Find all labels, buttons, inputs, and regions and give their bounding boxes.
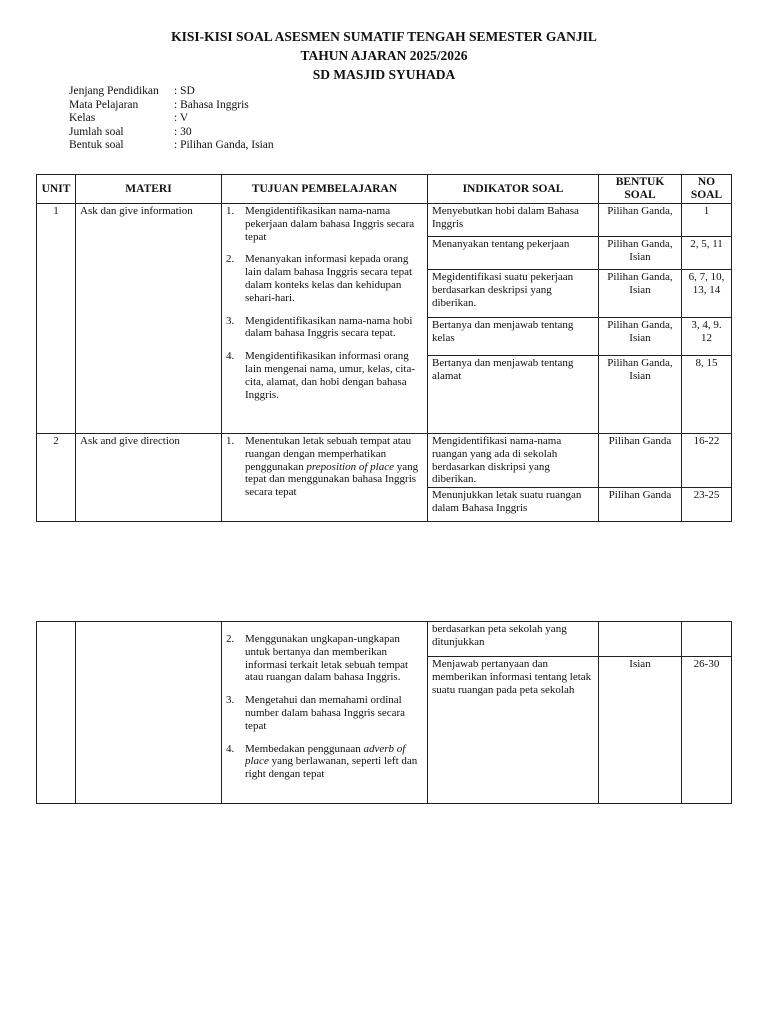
meta-label: Mata Pelajaran (69, 98, 139, 111)
bentuk-cell: Pilihan Ganda, (599, 204, 682, 237)
list-item (226, 694, 423, 732)
tujuan-cell (222, 434, 428, 522)
no-soal-cell: 16-22 (682, 434, 732, 488)
materi-cell (76, 622, 222, 804)
meta-value: : V (174, 112, 189, 125)
materi-cell: Ask dan give information (76, 204, 222, 434)
item-text-emphasis: adverb of place (245, 742, 406, 768)
no-soal-cell: 1 (682, 204, 732, 237)
header-materi: MATERI (76, 175, 222, 204)
title-line-3: SD MASJID SYUHADA (312, 67, 456, 82)
meta-info (69, 85, 274, 153)
meta-label: Kelas (69, 112, 96, 125)
indikator-cell: Bertanya dan menjawab tentang alamat (428, 356, 599, 434)
unit-number (37, 622, 76, 804)
meta-value: : Pilihan Ganda, Isian (174, 139, 274, 152)
item-number: 1. (226, 205, 235, 217)
list-item (226, 205, 423, 243)
no-soal-cell (682, 622, 732, 657)
tujuan-list (226, 435, 423, 499)
item-text: Mengetahui dan memahami ordinal number dalam bahasa Inggris secara tepat (245, 694, 406, 732)
no-soal-cell: 23-25 (682, 488, 732, 522)
kisi-kisi-table-continued (36, 621, 732, 804)
title-line-1: KISI-KISI SOAL ASESMEN SUMATIF TENGAH SEMESTER GANJIL (171, 29, 597, 44)
meta-value: : Bahasa Inggris (174, 98, 249, 111)
unit-number: 1 (37, 204, 76, 434)
no-soal-cell: 8, 15 (682, 356, 732, 434)
item-text: Mengidentifikasikan informasi orang lain mengenai nama, umur, kelas, cita-cita, alamat, dan hobi dengan bahasa Inggris. (245, 350, 415, 401)
bentuk-cell: Pilihan Ganda, Isian (599, 270, 682, 318)
item-text-part: yang tepat dan menggunakan bahasa Inggris secara tepat (245, 460, 419, 499)
indikator-cell: Menyebutkan hobi dalam Bahasa Inggris (428, 204, 599, 237)
indikator-cell: Megidentifikasi suatu pekerjaan berdasarkan deskripsi yang diberikan. (428, 270, 599, 318)
indikator-cell: Bertanya dan menjawab tentang kelas (428, 318, 599, 356)
indikator-cell: Mengidentifikasi nama-nama ruangan yang ada di sekolah berdasarkan diskripsi yang diberikan. (428, 434, 599, 488)
item-number: 3. (226, 314, 235, 327)
materi-cell: Ask and give direction (76, 434, 222, 522)
meta-label: Bentuk soal (69, 139, 124, 152)
list-item (226, 743, 423, 781)
kisi-kisi-table (36, 174, 732, 522)
header-tujuan: TUJUAN PEMBELAJARAN (222, 175, 428, 204)
list-item (226, 253, 423, 304)
list-spacer (226, 243, 423, 253)
indikator-cell: berdasarkan peta sekolah yang ditunjukkan (428, 622, 599, 657)
no-soal-cell: 2, 5, 11 (682, 237, 732, 270)
item-number: 2. (226, 633, 235, 645)
bentuk-cell: Pilihan Ganda (599, 488, 682, 522)
header-bentuk: BENTUK SOAL (599, 175, 682, 204)
header-unit: UNIT (37, 175, 76, 204)
item-number: 4. (226, 742, 235, 755)
tujuan-list (226, 633, 423, 781)
item-text (245, 743, 423, 781)
meta-row (69, 112, 274, 126)
title-line-2: TAHUN AJARAN 2025/2026 (300, 48, 468, 63)
list-item (226, 633, 423, 684)
item-text-part: yang berlawanan, seperti left dan right dengan tepat (245, 755, 418, 781)
meta-row (69, 139, 274, 153)
list-spacer (226, 340, 423, 350)
no-soal-cell: 26-30 (682, 657, 732, 804)
header-no-soal: NO SOAL (682, 175, 732, 204)
list-spacer (226, 733, 423, 743)
meta-value: : 30 (174, 125, 192, 138)
table-row (37, 622, 732, 657)
indikator-cell: Menunjukkan letak suatu ruangan dalam Bahasa Inggris (428, 488, 599, 522)
meta-label: Jumlah soal (69, 125, 124, 138)
list-item (226, 435, 423, 499)
table-row (37, 434, 732, 488)
no-soal-cell: 6, 7, 10, 13, 14 (682, 270, 732, 318)
meta-row (69, 85, 274, 99)
table-header-row (37, 175, 732, 204)
list-item (226, 315, 423, 341)
bentuk-cell: Isian (599, 657, 682, 804)
list-spacer (226, 305, 423, 315)
meta-value: : SD (174, 85, 195, 97)
tujuan-cell (222, 622, 428, 804)
item-text-part: Menentukan letak sebuah tempat atau ruangan dengan memperhatikan penggunakan (245, 435, 412, 473)
list-spacer (226, 684, 423, 694)
bentuk-cell: Pilihan Ganda (599, 434, 682, 488)
list-item (226, 350, 423, 401)
bentuk-cell: Pilihan Ganda, Isian (599, 356, 682, 434)
bentuk-cell: Pilihan Ganda, Isian (599, 318, 682, 356)
item-number: 3. (226, 694, 235, 707)
item-number: 4. (226, 350, 235, 363)
item-text (245, 435, 423, 499)
item-text: Menanyakan informasi kepada orang lain dalam bahasa Inggris secara tepat dalam konteks kelas dan kehidupan sehari-hari. (245, 253, 413, 304)
no-soal-cell: 3, 4, 9. 12 (682, 318, 732, 356)
indikator-cell: Menjawab pertanyaan dan memberikan informasi tentang letak suatu ruangan pada peta sekolah (428, 657, 599, 804)
bentuk-cell: Pilihan Ganda, Isian (599, 237, 682, 270)
indikator-cell: Menanyakan tentang pekerjaan (428, 237, 599, 270)
item-text: Mengidentifikasikan nama-nama hobi dalam bahasa Inggris secara tepat. (245, 314, 413, 340)
item-number: 1. (226, 435, 235, 447)
item-text: Mengidentifikasikan nama-nama pekerjaan dalam bahasa Inggris secara tepat (245, 205, 415, 243)
bentuk-cell (599, 622, 682, 657)
header-indikator: INDIKATOR SOAL (428, 175, 599, 204)
item-text: Menggunakan ungkapan-ungkapan untuk bertanya dan memberikan informasi terkait letak sebuah tempat atau ruangan dalam bahasa Inggris. (245, 633, 409, 684)
tujuan-cell (222, 204, 428, 434)
document-title (0, 27, 768, 84)
item-text-part: Membedakan penggunaan (245, 742, 364, 755)
unit-number: 2 (37, 434, 76, 522)
item-text-emphasis: preposition of place (306, 460, 394, 473)
meta-row (69, 126, 274, 140)
meta-row (69, 99, 274, 113)
item-number: 2. (226, 253, 235, 266)
meta-label: Jenjang Pendidikan (69, 85, 159, 97)
table-row (37, 204, 732, 237)
tujuan-list (226, 205, 423, 401)
